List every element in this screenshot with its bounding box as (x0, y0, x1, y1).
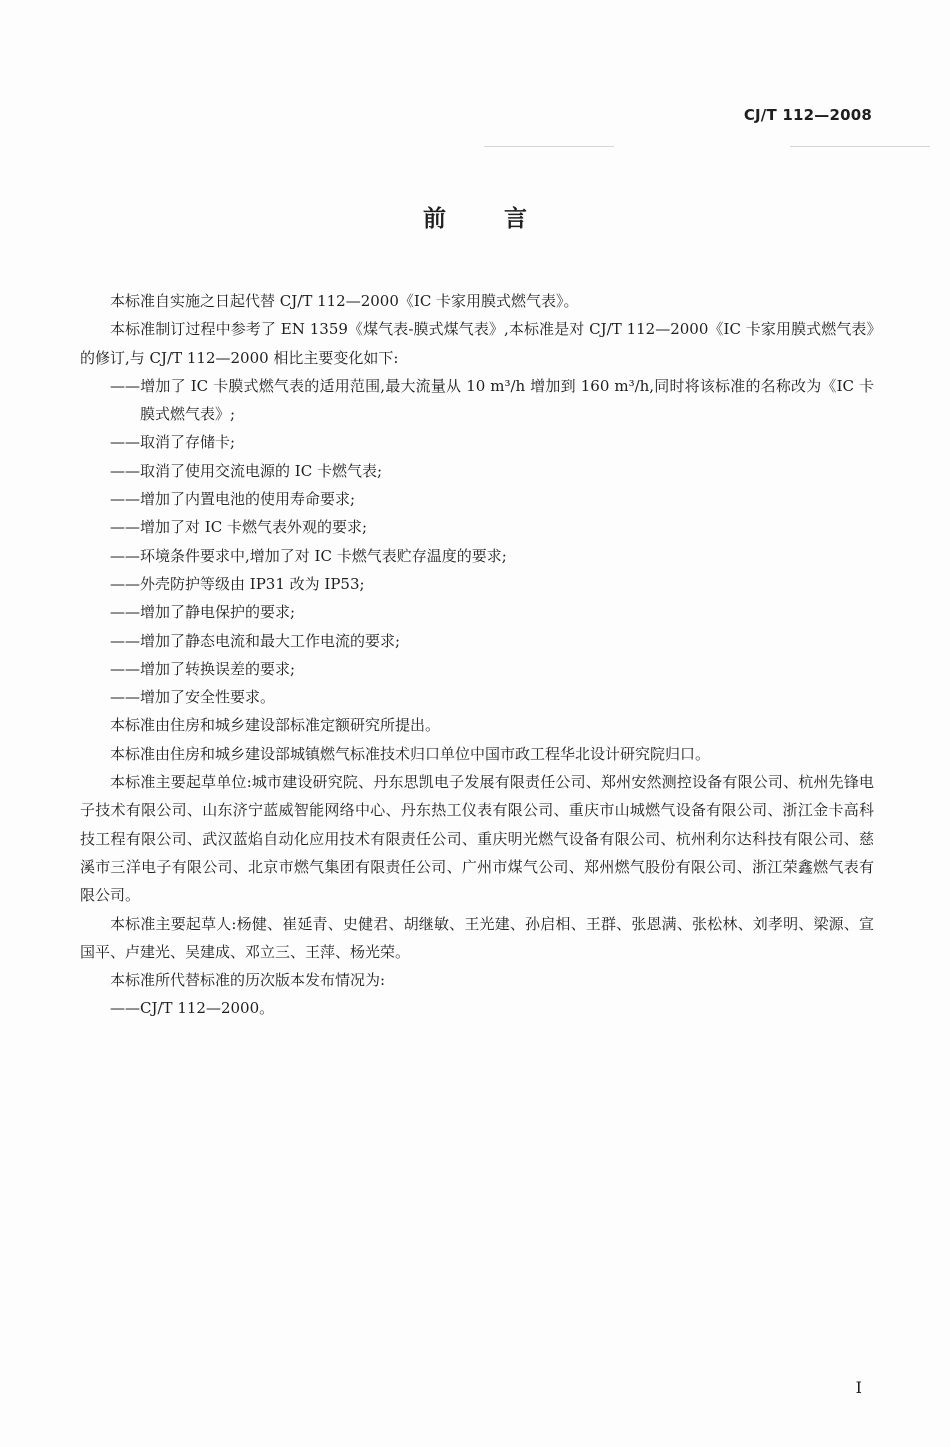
list-item: ——增加了静电保护的要求; (110, 603, 296, 622)
standard-code: CJ/T 112—2008 (743, 106, 872, 124)
scan-artifact (484, 146, 614, 147)
list-item: ——增加了 IC 卡膜式燃气表的适用范围,最大流量从 10 m³/h 增加到 160 m³/h,同时将该标准的名称改为《IC 卡膜式燃气表》; (110, 376, 874, 424)
paragraph: 本标准所代替标准的历次版本发布情况为: (110, 971, 386, 990)
scan-artifact (790, 146, 930, 147)
list-item: ——取消了存储卡; (110, 433, 236, 452)
list-item: ——环境条件要求中,增加了对 IC 卡燃气表贮存温度的要求; (110, 546, 507, 565)
page-number: I (855, 1378, 862, 1397)
paragraph: 本标准由住房和城乡建设部城镇燃气标准技术归口单位中国市政工程华北设计研究院归口。 (110, 744, 711, 763)
paragraph: 本标准主要起草单位:城市建设研究院、丹东思凯电子发展有限责任公司、郑州安然测控设备有限公司、杭州先锋电子技术有限公司、山东济宁蓝威智能网络中心、丹东热工仪表有限公司、重庆市山城燃气设备有限公司、浙江金卡高科技工程有限公司、武汉蓝焰自动化应用技术有限责任公司、重庆明光燃气设备有限公司、杭州利尔达科技有限公司、慈溪市三洋电子有限公司、北京市燃气集团有限责任公司、广州市煤气公司、郑州燃气股份有限公司、浙江荣鑫燃气表有限公司。 (80, 773, 874, 905)
paragraph: 本标准主要起草人:杨健、崔延青、史健君、胡继敏、王光建、孙启相、王群、张恩满、张松林、刘孝明、梁源、宣国平、卢建光、吴建成、邓立三、王萍、杨光荣。 (80, 914, 874, 961)
list-item: ——增加了转换误差的要求; (110, 659, 296, 678)
list-item: ——外壳防护等级由 IP31 改为 IP53; (110, 574, 365, 593)
list-item: ——CJ/T 112—2000。 (110, 999, 275, 1018)
list-item: ——取消了使用交流电源的 IC 卡燃气表; (110, 461, 382, 480)
page-title: 前言 (423, 206, 585, 232)
list-item: ——增加了内置电池的使用寿命要求; (110, 490, 356, 509)
list-item: ——增加了安全性要求。 (110, 688, 276, 707)
list-item: ——增加了对 IC 卡燃气表外观的要求; (110, 518, 367, 537)
document-body (80, 287, 874, 1023)
paragraph: 本标准由住房和城乡建设部标准定额研究所提出。 (110, 716, 441, 735)
list-item: ——增加了静态电流和最大工作电流的要求; (110, 631, 401, 650)
paragraph: 本标准制订过程中参考了 EN 1359《煤气表-膜式煤气表》,本标准是对 CJ/T 112—2000《IC 卡家用膜式燃气表》的修订,与 CJ/T 112—2000 相比主要变化如下: (80, 320, 874, 367)
paragraph: 本标准自实施之日起代替 CJ/T 112—2000《IC 卡家用膜式燃气表》。 (110, 292, 579, 310)
